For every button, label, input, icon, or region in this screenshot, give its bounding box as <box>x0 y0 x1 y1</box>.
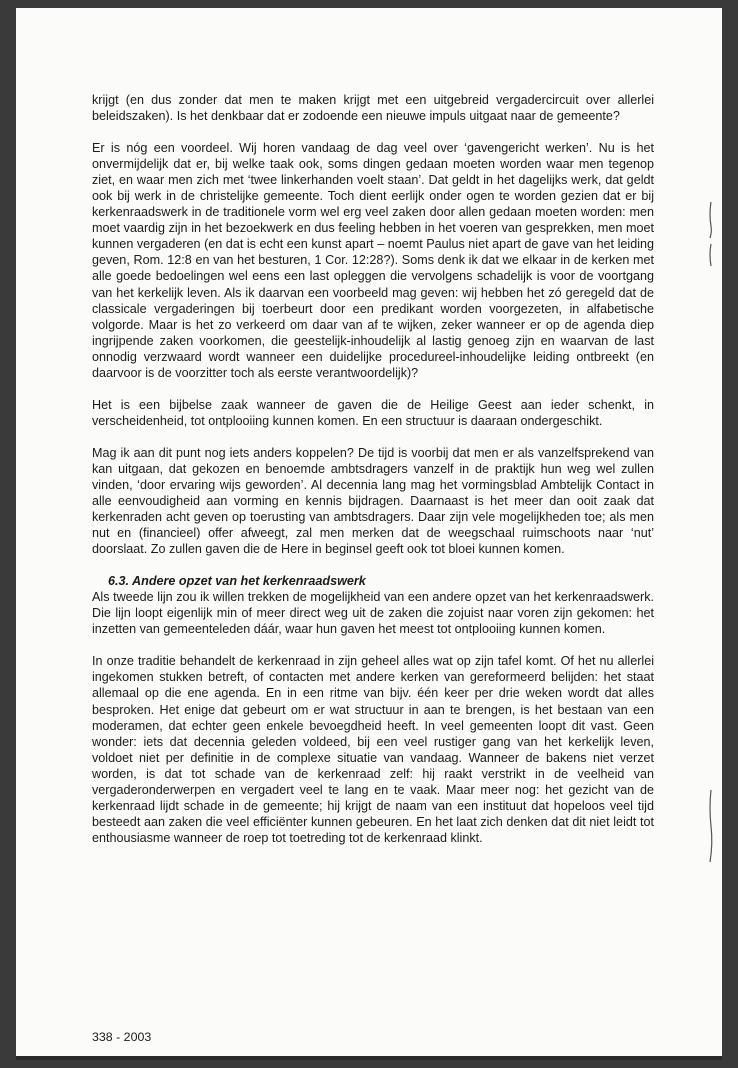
body-text <box>92 92 654 846</box>
paragraph-2: Er is nóg een voordeel. Wij horen vandaag de dag veel over ‘gavengericht werken’. Nu is het onvermijdelijk dat er, bij welke taak ook, soms dingen gedaan moeten worden waar men tegenop ziet, en waar men zich met ‘twee linkerhanden voelt staan’. Dat geldt in het dagelijks werk, dat geldt ook bij werk in de christelijke gemeente. Toch dient eerlijk onder ogen te worden gezien dat er bij kerkenraadswerk in de traditionele vorm wel erg veel zaken door allen gedaan moeten worden: men moet vaardig zijn in het bezoekwerk en dus feeling hebben in het voeren van gesprekken, men moet kunnen vergaderen (en dat is echt een kunst apart – noemt Paulus niet apart de gave van het leiding geven, Rom. 12:8 en van het besturen, 1 Cor. 12:28?). Soms denk ik dat we elkaar in de kerken met alle goede bedoelingen wel eens een last opleggen die vervolgens schadelijk is voor de voortgang van het kerkelijk leven. Als ik daarvan een voorbeeld mag geven: wij hebben het zó geregeld dat de classicale vergaderingen bij toerbeurt door een predikant worden voorgezeten, in alfabetische volgorde. Maar is het zo verkeerd om daar van af te wijken, zeker wanneer er op de agenda diep ingrijpende zaken voorkomen, die geestelijk-inhoudelijk al lastig genoeg zijn en waarvan de last onnodig verzwaard wordt wanneer een duidelijke procedureel-inhoudelijke leiding ontbreekt (en daarvoor is de voorzitter toch als eerste verantwoordelijk)? <box>92 141 654 380</box>
paragraph-4: Mag ik aan dit punt nog iets anders koppelen? De tijd is voorbij dat men er als vanzelfsprekend van kan uitgaan, dat gekozen en benoemde ambtsdragers vanzelf in de praktijk hun weg wel zullen vinden, ‘door ervaring wijs geworden’. Al decennia lang mag het vormingsblad Ambtelijk Contact in alle eenvoudigheid aan vorming en kennis bijdragen. Daarnaast is het meer dan ooit zaak dat kerkenraden acht geven op toerusting van ambtsdragers. Daar zijn vele mogelijkheden toe; als men nut en (financieel) offer afweegt, zal men merken dat de weegschaal ruimschoots naar ‘nut’ doorslaat. Zo zullen gaven die de Here in beginsel geeft ook tot bloei kunnen komen. <box>92 445 654 557</box>
paragraph-1: krijgt (en dus zonder dat men te maken krijgt met een uitgebreid vergadercircuit over allerlei beleidszaken). Is het denkbaar dat er zodoende een nieuwe impuls uitgaat naar de gemeente? <box>92 93 654 124</box>
section-paragraph-1: Als tweede lijn zou ik willen trekken de mogelijkheid van een andere opzet van het kerkenraadswerk. Die lijn loopt eigenlijk min of meer direct weg uit de zaken die zojuist naar voren zijn gekomen: het inzetten van gemeenteleden dáár, waar hun gaven het meest tot ontplooiing kunnen komen. <box>92 590 654 637</box>
binding-mark-icon <box>707 788 715 866</box>
section-paragraph-2: In onze traditie behandelt de kerkenraad in zijn geheel alles wat op zijn tafel komt. Of het nu allerlei ingekomen stukken betreft, of contacten met andere kerken van gereformeerd belijden: het staat allemaal op die ene agenda. En in een ritme van bijv. één keer per drie weken wordt dat alles besproken. Het enige dat gebeurt om er wat structuur in aan te brengen, is het bestaan van een moderamen, dat echter geen enkele bevoegdheid heeft. In veel gemeenten loopt dit vast. Geen wonder: iets dat decennia geleden voldeed, bij een veel rustiger gang van het kerkelijk leven, voldoet niet per definitie in de complexe situatie van vandaag. Wanneer de bakens niet verzet worden, is dat tot schade van de kerkenraad zelf: hij raakt verstrikt in de veelheid van vergaderonderwerpen en vergadert veel te lang en te vaak. Maar meer nog: het gezicht van de kerkenraad lijdt schade in de gemeente; hij krijgt de naam van een instituut dat hopeloos veel tijd besteedt aan zaken die veel efficiënter kunnen gebeuren. En het laat zich denken dat dit niet leidt tot enthousiasme wanneer de roep tot toetreding tot de kerkenraad klinkt. <box>92 654 654 845</box>
page-footer: 338 - 2003 <box>92 1030 152 1044</box>
section-heading: 6.3. Andere opzet van het kerkenraadswerk <box>108 574 366 589</box>
page-bottom-edge <box>16 1056 722 1060</box>
document-page <box>16 8 722 1060</box>
binding-mark-icon <box>707 200 715 270</box>
paragraph-3: Het is een bijbelse zaak wanneer de gaven die de Heilige Geest aan ieder schenkt, in verscheidenheid, tot ontplooiing kunnen komen. En een structuur is daaraan ondergeschikt. <box>92 397 654 428</box>
